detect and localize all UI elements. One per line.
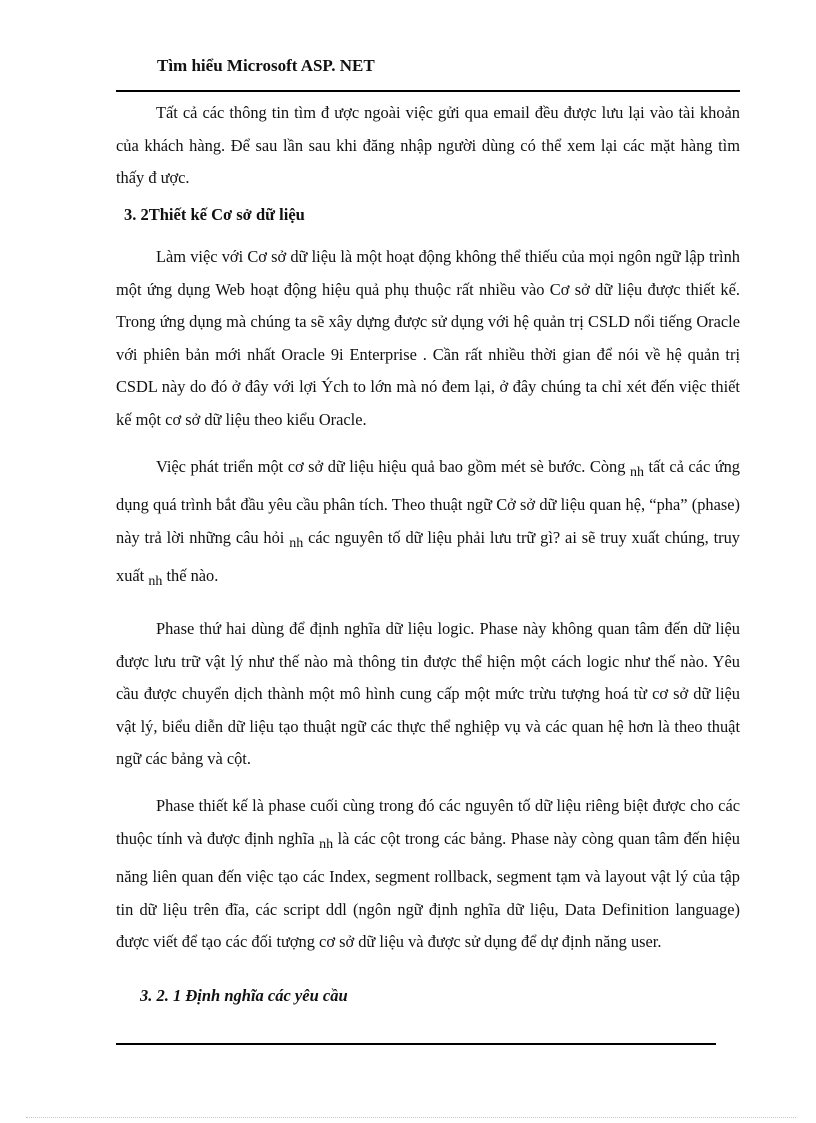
intro-paragraph: Tất cả các thông tin tìm đ ược ngoài việc gửi qua email đều được lưu lại vào tài khoản của khách hàng. Để sau lần sau khi đăng nhập người dùng có thể xem lại các mặt hàng tìm thấy đ ược. — [116, 103, 740, 188]
paragraph-3: Phase thứ hai dùng để định nghĩa dữ liệu logic. Phase này không quan tâm đến dữ liệu được lưu trữ vật lý như thế nào mà thông tin được thể hiện một cách logic như thế nào. Yêu cầu được chuyển dịch thành một mô hình cung cấp một mức trừu tượng hoá từ cơ sở dữ liệu vật lý, biểu diễn dữ liệu tạo thuật ngữ các thực thể nghiệp vụ và các quan hệ hơn là theo thuật ngữ các bảng và cột. — [116, 618, 740, 769]
subscript-nh: nh — [289, 535, 304, 551]
paragraph-4: Phase thiết kế là phase cuối cùng trong đó các nguyên tố dữ liệu riêng biệt được cho các thuộc tính và được định nghĩa nh là các cột trong các bảng. Phase này còng quan tâm đến hiệu năng liên quan đến việc tạo các Index, segment rollback, segment tạm và layout vật lý của tập tin dữ liệu trên đĩa, các script ddl (ngôn ngữ định nghĩa dữ liệu, Data Definition language) được viết để tạo các đối tượng cơ sở dữ liệu và được sử dụng để dự định năng user. — [116, 795, 740, 952]
header-divider — [116, 90, 740, 92]
paragraph-2: Việc phát triển một cơ sở dữ liệu hiệu quả bao gồm mét sè bước. Còng nh tất cả các ứng dụng quá trình bắt đầu yêu cầu phân tích. Theo thuật ngữ Cở sở dữ liệu quan hệ, “pha” (phase) này trả lời những câu hỏi nh các nguyên tố dữ liệu phải lưu trữ gì? ai sẽ truy xuất chúng, truy xuất nh thế nào. — [116, 456, 740, 590]
subscript-nh: nh — [148, 574, 163, 590]
intro-block — [116, 97, 740, 195]
subscript-nh: nh — [629, 464, 644, 480]
body-block — [116, 241, 740, 959]
footer-divider — [116, 1043, 716, 1045]
page-edge-dotted-line — [26, 1117, 796, 1118]
subscript-nh: nh — [319, 836, 334, 852]
paragraph-1: Làm việc với Cơ sở dữ liệu là một hoạt động không thể thiếu của mọi ngôn ngữ lập trình một ứng dụng Web hoạt động hiệu quả phụ thuộc rất nhiều vào Cơ sở dữ liệu được thiết kế. Trong ứng dụng mà chúng ta sẽ xây dựng được sử dụng với hệ quản trị CSLD nổi tiếng Oracle với phiên bản mới nhất Oracle 9i Enterprise . Cần rất nhiều thời gian để nói về hệ quản trị CSDL này do đó ở đây với lợi Ých to lớn mà nó đem lại, ở đây chúng ta chỉ xét đến việc thiết kế một cơ sở dữ liệu theo kiểu Oracle. — [116, 247, 740, 429]
section-heading: 3. 2Thiết kế Cơ sở dữ liệu — [124, 205, 305, 224]
subsection-heading: 3. 2. 1 Định nghĩa các yêu cầu — [140, 986, 348, 1005]
page-header-title: Tìm hiểu Microsoft ASP. NET — [157, 56, 375, 75]
